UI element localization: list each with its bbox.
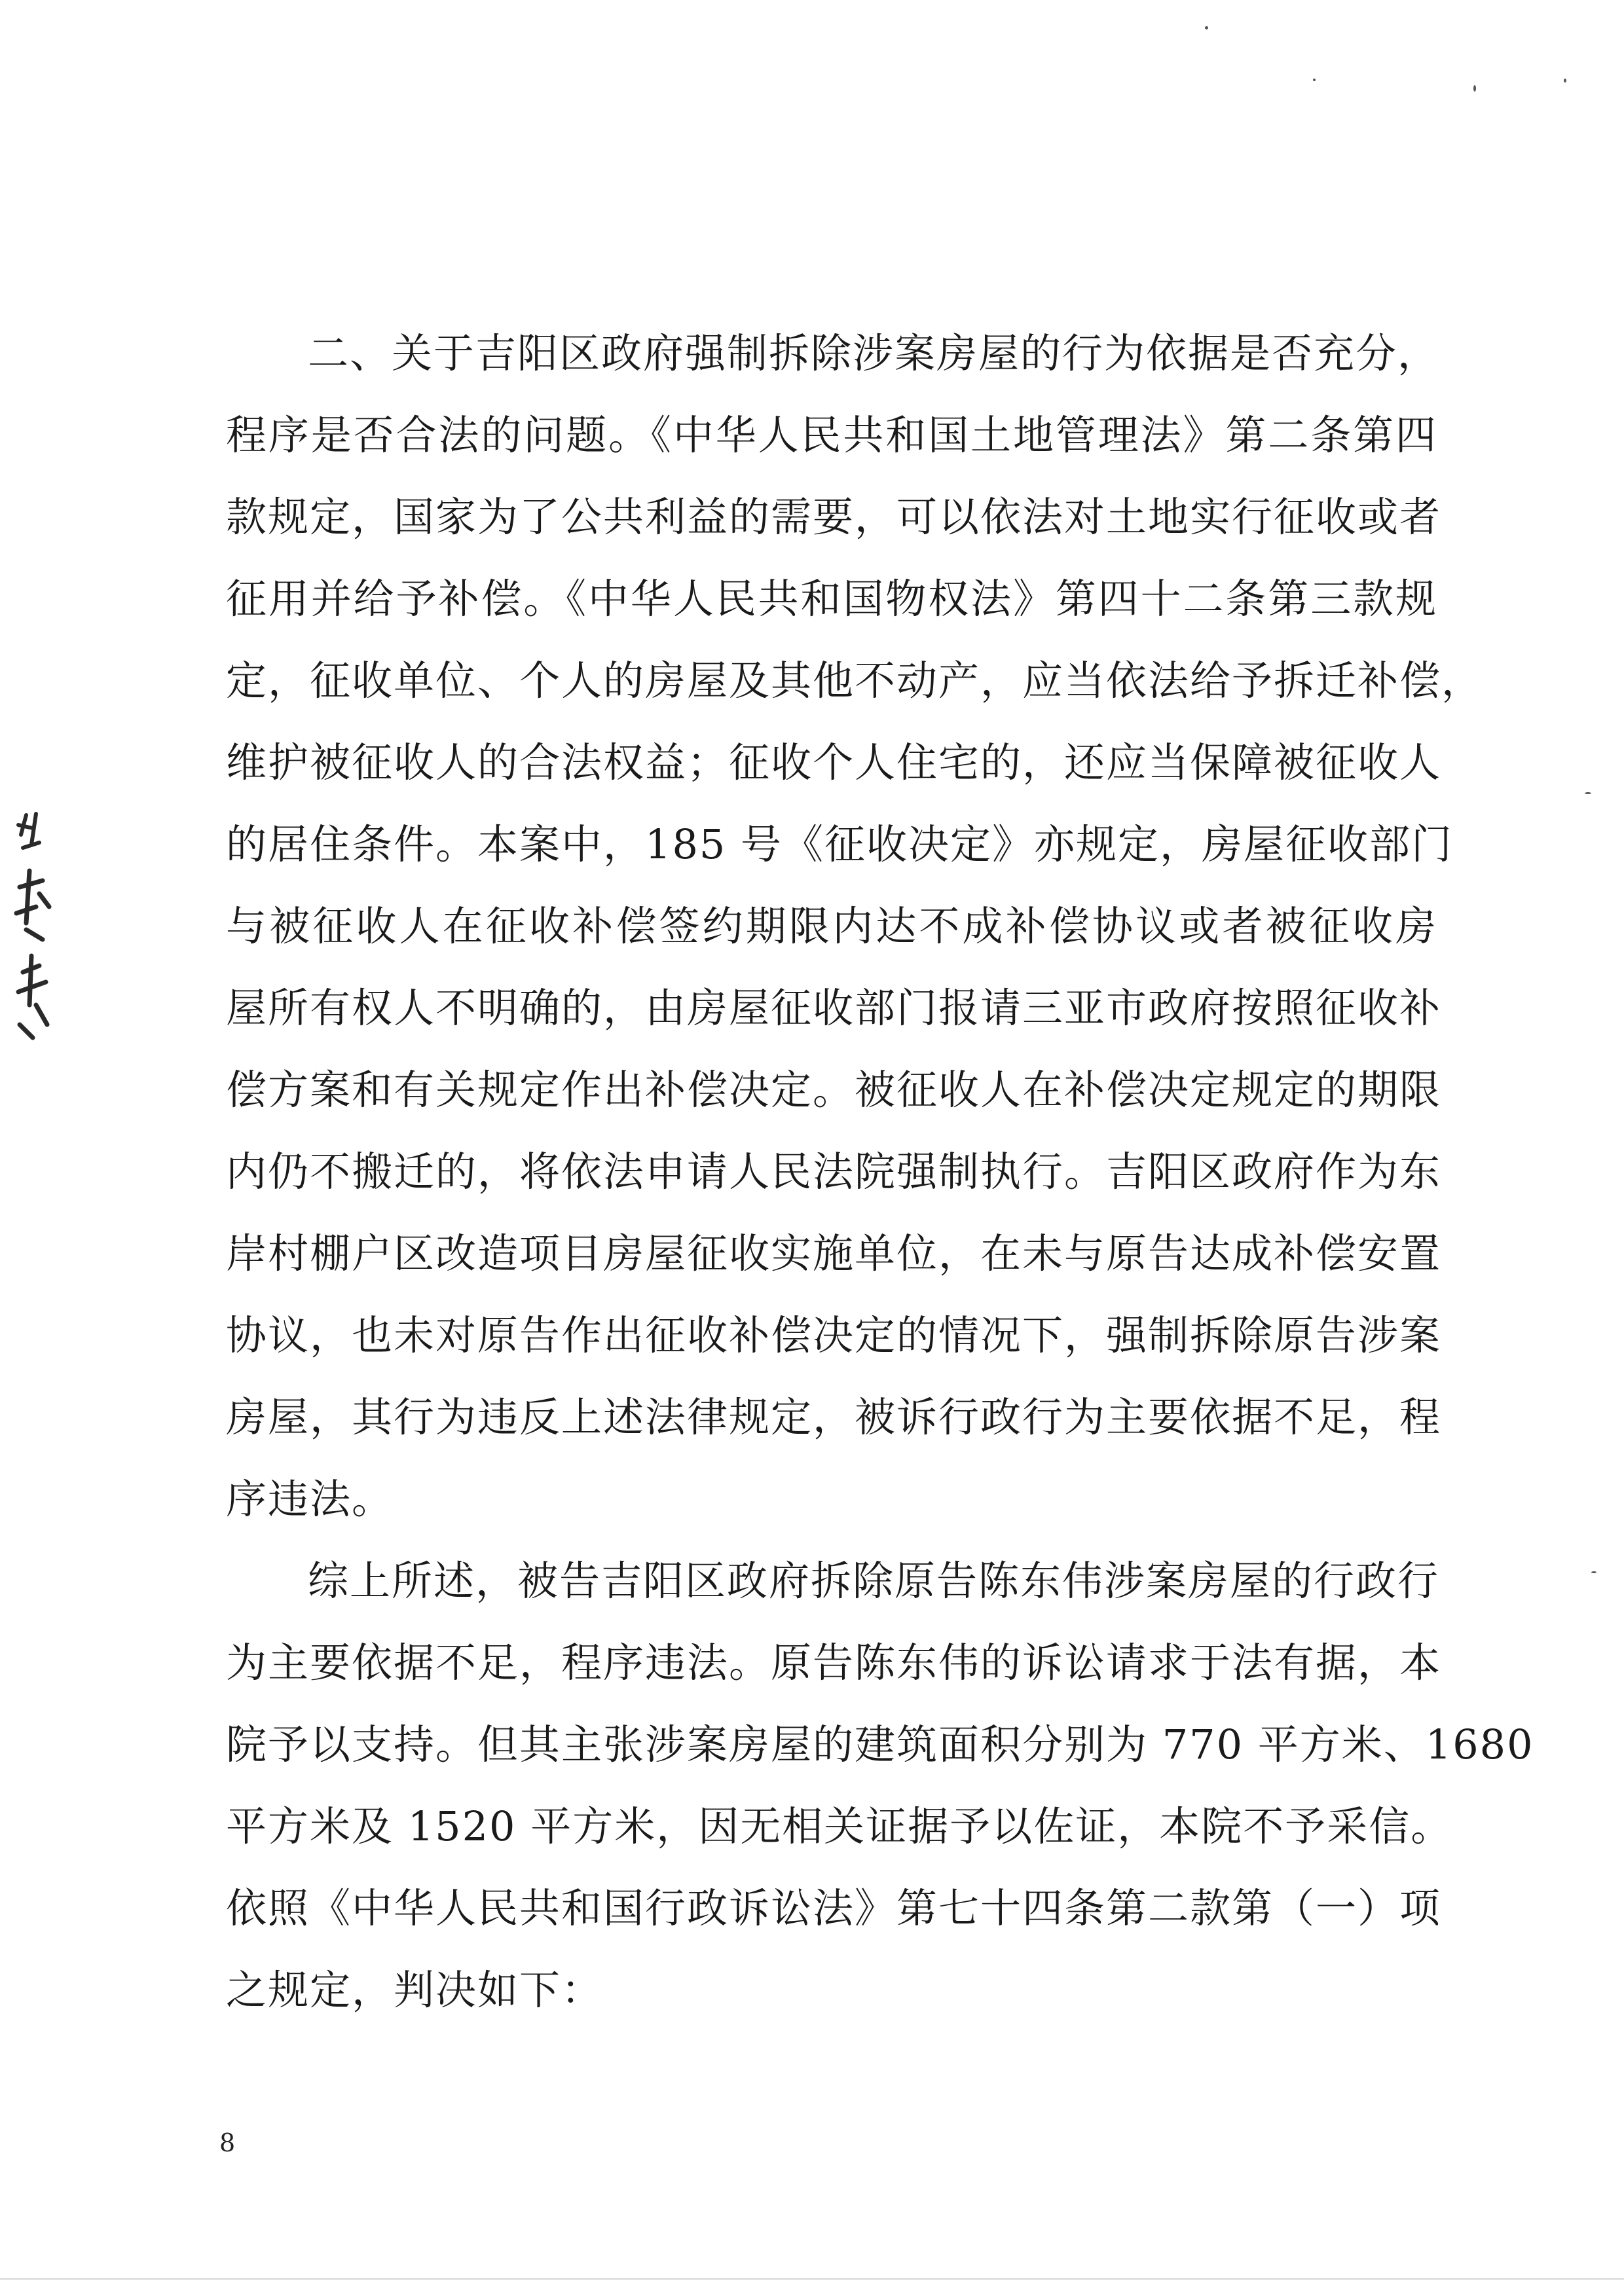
seam-stamp-mark — [7, 809, 62, 1051]
scan-speck — [1205, 26, 1208, 29]
text-line-8: 与被征收人在征收补偿签约期限内达不成补偿协议或者被征收房 — [226, 902, 1437, 950]
text-line-3: 款规定，国家为了公共利益的需要，可以依法对土地实行征收或者 — [226, 493, 1442, 541]
text-line-13: 协议，也未对原告作出征收补偿决定的情况下，强制拆除原告涉案 — [226, 1311, 1442, 1359]
text-line-1: 二、关于吉阳区政府强制拆除涉案房屋的行为依据是否充分， — [308, 329, 1440, 377]
text-line-9: 屋所有权人不明确的，由房屋征收部门报请三亚市政府按照征收补 — [226, 984, 1442, 1032]
text-line-7: 的居住条件。本案中，185 号《征收决定》亦规定，房屋征收部门 — [226, 820, 1454, 868]
text-line-4: 征用并给予补偿。《中华人民共和国物权法》第四十二条第三款规 — [226, 575, 1437, 623]
text-line-16: 综上所述，被告吉阳区政府拆除原告陈东伟涉案房屋的行政行 — [308, 1557, 1440, 1605]
page-number: 8 — [219, 2128, 236, 2157]
scan-speck — [1585, 792, 1591, 794]
text-line-6: 维护被征收人的合法权益；征收个人住宅的，还应当保障被征收人 — [226, 738, 1442, 786]
text-line-17: 为主要依据不足，程序违法。原告陈东伟的诉讼请求于法有据，本 — [226, 1639, 1442, 1686]
text-line-5: 定，征收单位、个人的房屋及其他不动产，应当依法给予拆迁补偿， — [226, 657, 1484, 704]
scan-speck — [1591, 1571, 1596, 1573]
text-line-12: 岸村棚户区改造项目房屋征收实施单位，在未与原告达成补偿安置 — [226, 1230, 1442, 1277]
scan-speck — [1564, 79, 1566, 82]
text-line-20: 依照《中华人民共和国行政诉讼法》第七十四条第二款第（一）项 — [226, 1884, 1442, 1932]
text-line-19: 平方米及 1520 平方米，因无相关证据予以佐证，本院不予采信。 — [226, 1802, 1453, 1850]
scan-speck — [1473, 85, 1476, 92]
text-line-2: 程序是否合法的问题。《中华人民共和国土地管理法》第二条第四 — [226, 411, 1437, 459]
text-line-11: 内仍不搬迁的，将依法申请人民法院强制执行。吉阳区政府作为东 — [226, 1148, 1442, 1195]
text-line-10: 偿方案和有关规定作出补偿决定。被征收人在补偿决定规定的期限 — [226, 1066, 1442, 1114]
scan-speck — [1313, 79, 1316, 81]
scan-edge-line — [0, 2278, 1624, 2280]
text-line-14: 房屋，其行为违反上述法律规定，被诉行政行为主要依据不足，程 — [226, 1393, 1442, 1441]
text-line-21: 之规定，判决如下： — [226, 1966, 604, 2014]
text-line-18: 院予以支持。但其主张涉案房屋的建筑面积分别为 770 平方米、1680 — [226, 1721, 1534, 1768]
text-line-15: 序违法。 — [226, 1475, 394, 1523]
